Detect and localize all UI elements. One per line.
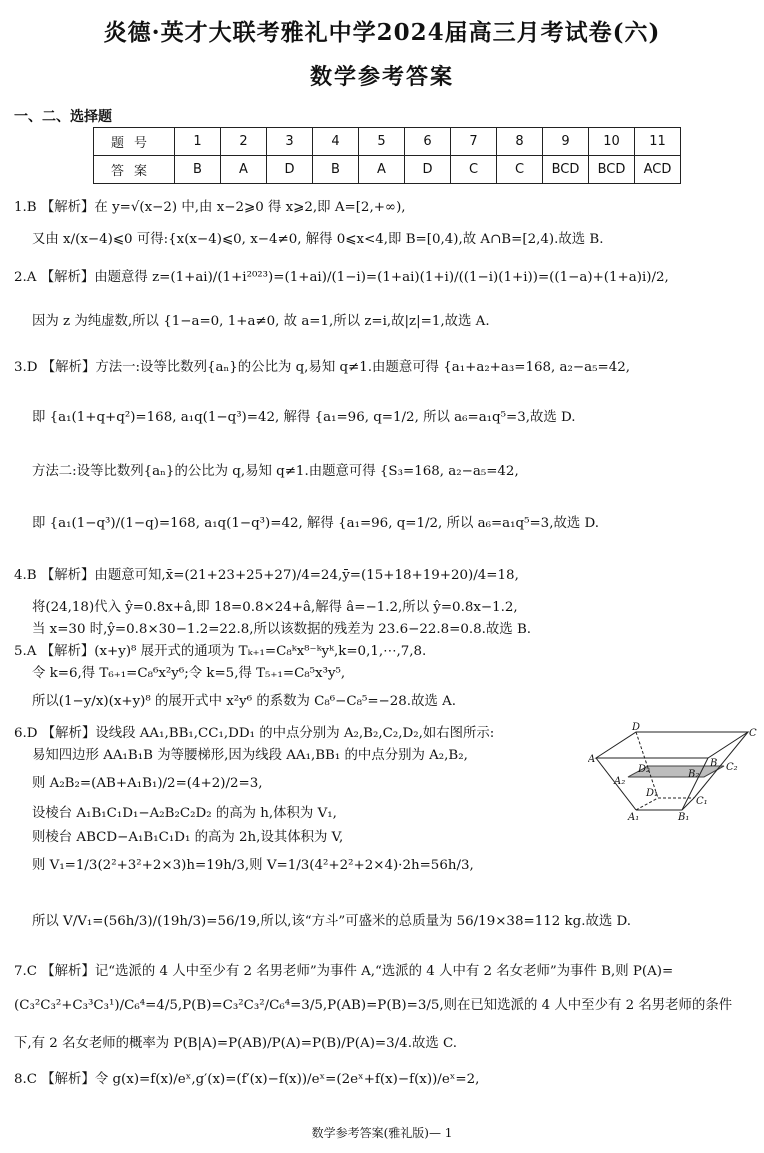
table-cell: 1 (175, 128, 221, 156)
table-cell: 4 (313, 128, 359, 156)
figure-label: B₁ (678, 812, 690, 822)
figure-label: A (588, 754, 596, 765)
solution-line: 设棱台 A₁B₁C₁D₁−A₂B₂C₂D₂ 的高为 h,体积为 V₁, (32, 806, 337, 821)
figure-label: D₁ (646, 788, 659, 799)
solution-line: 即 {a₁(1−q³)/(1−q)=168, a₁q(1−q³)=42, 解得 {a₁=96, q=1/2, 所以 a₆=a₁q⁵=3,故选 D. (32, 516, 600, 531)
table-cell: 2 (221, 128, 267, 156)
table-cell: C (451, 156, 497, 184)
solution-line: 则棱台 ABCD−A₁B₁C₁D₁ 的高为 2h,设其体积为 V, (32, 830, 344, 845)
solution-line: 当 x=30 时,ŷ=0.8×30−1.2=22.8,所以该数据的残差为 23.6−22.8=0.8.故选 B. (32, 622, 532, 637)
top-face (596, 732, 748, 758)
table-cell: 3 (267, 128, 313, 156)
page-title: 炎德·英才大联考雅礼中学2024届高三月考试卷(六) (103, 19, 661, 46)
table-cell: D (405, 156, 451, 184)
figure-label: D₂ (638, 764, 651, 775)
solution-line: 4.B 【解析】由题意可知,x̄=(21+23+25+27)/4=24,ȳ=(15+18+19+20)/4=18, (14, 568, 519, 583)
solution-line: 2.A 【解析】由题意得 z=(1+ai)/(1+i²⁰²³)=(1+ai)/(1−i)=(1+ai)(1+i)/((1−i)(1+i))=((1−a)+(1+a)i)/2, (14, 270, 669, 285)
table-cell: BCD (543, 156, 589, 184)
table-cell: 6 (405, 128, 451, 156)
table-row (94, 128, 681, 156)
solution-line: 1.B 【解析】在 y=√(x−2) 中,由 x−2⩾0 得 x⩾2,即 A=[2,+∞), (14, 200, 406, 215)
frustum-figure (588, 722, 758, 822)
solution-line: 则 V₁=1/3(2²+3²+2×3)h=19h/3,则 V=1/3(4²+2²+2×4)·2h=56h/3, (32, 858, 474, 873)
table-cell: 8 (497, 128, 543, 156)
figure-label: B₂ (688, 769, 700, 780)
solution-line: 因为 z 为纯虚数,所以 {1−a=0, 1+a≠0, 故 a=1,所以 z=i,故|z|=1,故选 A. (32, 314, 490, 329)
row-label: 题号 (94, 128, 175, 156)
table-row (94, 156, 681, 184)
solution-line: 即 {a₁(1+q+q²)=168, a₁q(1−q³)=42, 解得 {a₁=96, q=1/2, 所以 a₆=a₁q⁵=3,故选 D. (32, 410, 576, 425)
solution-line: 将(24,18)代入 ŷ=0.8x+â,即 18=0.8×24+â,解得 â=−1.2,所以 ŷ=0.8x−1.2, (32, 600, 518, 615)
row-label: 答案 (94, 156, 175, 184)
table-cell: ACD (635, 156, 681, 184)
solution-line: 8.C 【解析】令 g(x)=f(x)/eˣ,g′(x)=(f′(x)−f(x))/eˣ=(2eˣ+f(x)−f(x))/eˣ=2, (14, 1072, 480, 1087)
table-cell: 10 (589, 128, 635, 156)
figure-label: B (710, 758, 718, 769)
figure-label: C₂ (726, 762, 738, 773)
table-cell: 11 (635, 128, 681, 156)
solution-line: 则 A₂B₂=(AB+A₁B₁)/2=(4+2)/2=3, (32, 776, 263, 791)
figure-label: C (749, 728, 757, 739)
solution-line: 方法二:设等比数列{aₙ}的公比为 q,易知 q≠1.由题意可得 {S₃=168, a₂−a₅=42, (32, 464, 519, 479)
edge-b1c1 (682, 798, 694, 810)
table-cell: B (175, 156, 221, 184)
table-cell: A (359, 156, 405, 184)
table-cell: 5 (359, 128, 405, 156)
solution-line: 下,有 2 名女老师的概率为 P(B|A)=P(AB)/P(A)=P(B)/P(A)=3/4.故选 C. (14, 1036, 458, 1051)
figure-label: A₂ (614, 776, 626, 787)
solution-line: 所以(1−y/x)(x+y)⁸ 的展开式中 x²y⁶ 的系数为 C₈⁶−C₈⁵=−28.故选 A. (32, 694, 457, 709)
answer-table (93, 127, 681, 184)
table-cell: 9 (543, 128, 589, 156)
table-cell: BCD (589, 156, 635, 184)
solution-line: 令 k=6,得 T₆₊₁=C₈⁶x²y⁶;令 k=5,得 T₅₊₁=C₈⁵x³y⁵, (32, 666, 346, 681)
page-subtitle: 数学参考答案 (309, 64, 454, 90)
figure-label: D (632, 722, 641, 733)
section-heading: 一、二、选择题 (14, 109, 112, 125)
solution-line: 3.D 【解析】方法一:设等比数列{aₙ}的公比为 q,易知 q≠1.由题意可得 {a₁+a₂+a₃=168, a₂−a₅=42, (14, 360, 630, 375)
solution-line: (C₃²C₃²+C₃³C₃¹)/C₆⁴=4/5,P(B)=C₃²C₃²/C₆⁴=3/5,P(AB)=P(B)=3/5,则在已知选派的 4 人中至少有 2 名男老师的条件 (14, 998, 733, 1013)
table-cell: 7 (451, 128, 497, 156)
table-cell: C (497, 156, 543, 184)
solution-line: 7.C 【解析】记“选派的 4 人中至少有 2 名男老师”为事件 A,“选派的 4 人中有 2 名女老师”为事件 B,则 P(A)= (14, 964, 674, 979)
figure-label: A₁ (628, 812, 640, 822)
table-cell: B (313, 156, 359, 184)
table-cell: D (267, 156, 313, 184)
solution-line: 又由 x/(x−4)⩽0 可得:{x(x−4)⩽0, x−4≠0, 解得 0⩽x<4,即 B=[0,4),故 A∩B=[2,4).故选 B. (32, 232, 604, 247)
solution-line: 易知四边形 AA₁B₁B 为等腰梯形,因为线段 AA₁,BB₁ 的中点分别为 A₂,B₂, (32, 748, 468, 763)
edge-a1d1 (636, 798, 658, 810)
page-footer: 数学参考答案(雅礼版)— 1 (311, 1126, 453, 1140)
solution-line: 所以 V/V₁=(56h/3)/(19h/3)=56/19,所以,该“方斗”可盛米的总质量为 56/19×38=112 kg.故选 D. (32, 914, 632, 929)
table-cell: A (221, 156, 267, 184)
solution-line: 5.A 【解析】(x+y)⁸ 展开式的通项为 Tₖ₊₁=C₈ᵏx⁸⁻ᵏyᵏ,k=0,1,⋯,7,8. (14, 644, 427, 659)
figure-label: C₁ (696, 796, 708, 807)
solution-line: 6.D 【解析】设线段 AA₁,BB₁,CC₁,DD₁ 的中点分别为 A₂,B₂,C₂,D₂,如右图所示: (14, 726, 495, 741)
edge-cc1 (694, 732, 748, 798)
